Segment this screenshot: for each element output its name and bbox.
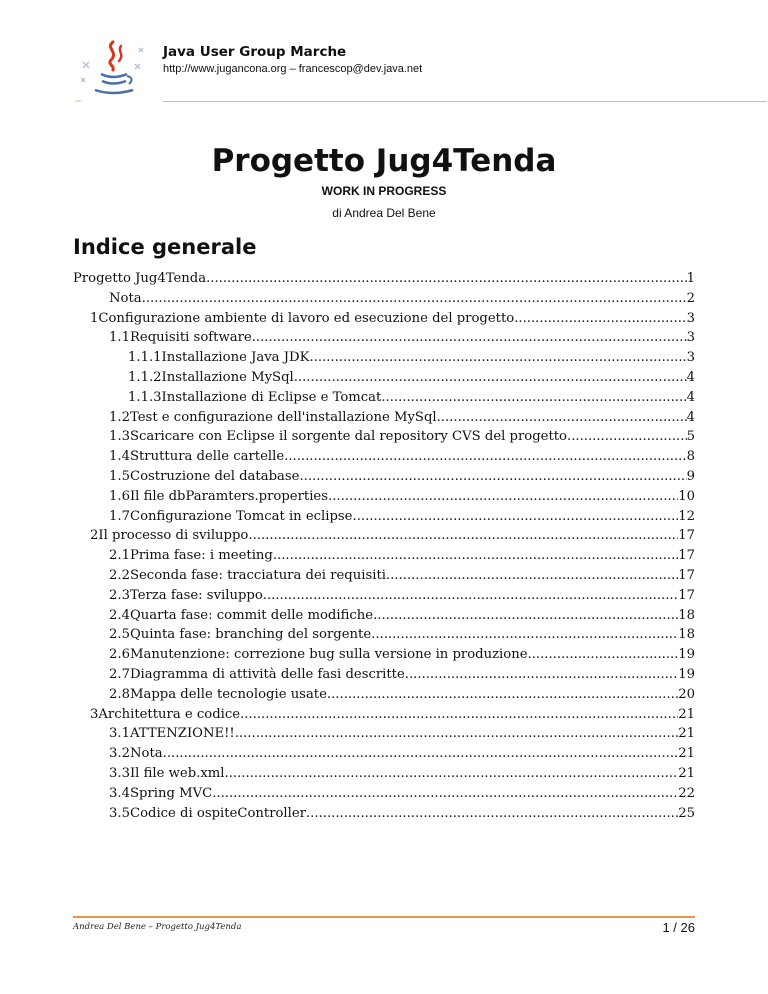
document-title: Progetto Jug4Tenda [211, 143, 557, 179]
toc-entry-title: 3.3Il file web.xml [109, 765, 225, 781]
toc-leader-dots [371, 627, 678, 642]
toc-entry-title: 2.5Quinta fase: branching del sorgente [109, 627, 372, 643]
toc-entry-page: 21 [678, 726, 695, 742]
toc-leader-dots [353, 509, 679, 524]
toc-leader-dots [248, 528, 678, 543]
toc-leader-dots [514, 311, 686, 326]
toc-entry-page: 21 [678, 746, 695, 762]
toc-entry[interactable] [73, 271, 695, 291]
toc-entry-title: 2.4Quarta fase: commit delle modifiche [109, 607, 374, 623]
toc-leader-dots [252, 330, 687, 345]
toc-leader-dots [240, 707, 678, 722]
toc-entry-title: 2.7Diagramma di attività delle fasi descritte [109, 666, 405, 682]
page-header [75, 38, 695, 108]
toc-entry[interactable] [73, 746, 695, 766]
page-number: 1 / 26 [662, 920, 695, 935]
toc-entry[interactable] [73, 291, 695, 311]
toc-entry-page: 17 [678, 528, 695, 544]
toc-entry-title: 3.2Nota [109, 746, 163, 762]
toc-entry-page: 18 [678, 607, 695, 623]
toc-entry[interactable] [73, 489, 695, 509]
toc-leader-dots [294, 370, 687, 385]
toc-entry-page: 17 [678, 587, 695, 603]
toc-entry-title: 1Configurazione ambiente di lavoro ed esecuzione del progetto [90, 310, 515, 326]
toc-entry-page: 17 [678, 548, 695, 564]
footer-divider [73, 916, 695, 918]
toc-leader-dots [206, 271, 687, 286]
footer-text: Andrea Del Bene – Progetto Jug4Tenda [73, 922, 242, 932]
toc-leader-dots [327, 687, 678, 702]
toc-entry[interactable] [73, 469, 695, 489]
table-of-contents [73, 271, 695, 825]
toc-entry-page: 25 [678, 805, 695, 821]
org-name: Java User Group Marche [163, 44, 347, 60]
toc-entry-page: 2 [686, 290, 695, 306]
toc-entry-title: Progetto Jug4Tenda [73, 271, 207, 286]
toc-leader-dots [142, 291, 687, 306]
toc-entry-title: 1.7Configurazione Tomcat in eclipse [109, 508, 353, 524]
toc-leader-dots [567, 429, 687, 444]
toc-entry[interactable] [73, 410, 695, 430]
toc-entry-page: 3 [686, 350, 695, 366]
toc-entry[interactable] [73, 726, 695, 746]
toc-leader-dots [299, 469, 686, 484]
toc-entry-page: 22 [678, 785, 695, 801]
toc-entry-page: 4 [686, 389, 695, 405]
toc-entry-title: 3Architettura e codice [90, 706, 241, 722]
toc-entry-page: 4 [686, 369, 695, 385]
toc-entry-page: 1 [686, 271, 695, 286]
toc-leader-dots [225, 766, 679, 781]
toc-heading: Indice generale [73, 235, 257, 259]
toc-leader-dots [284, 449, 686, 464]
toc-entry-title: 2.6Manutenzione: correzione bug sulla versione in produzione [109, 647, 528, 663]
toc-entry[interactable] [73, 311, 695, 331]
toc-entry-page: 17 [678, 567, 695, 583]
java-logo-icon [75, 38, 155, 104]
toc-entry[interactable] [73, 687, 695, 707]
toc-entry-title: 2Il processo di sviluppo [90, 528, 249, 544]
toc-entry[interactable] [73, 350, 695, 370]
toc-entry-title: 2.3Terza fase: sviluppo [109, 587, 263, 603]
toc-entry[interactable] [73, 707, 695, 727]
toc-entry[interactable] [73, 449, 695, 469]
toc-entry-title: 3.1ATTENZIONE!! [109, 726, 235, 742]
toc-entry-title: 1.1.3Installazione di Eclipse e Tomcat [128, 389, 382, 405]
toc-entry-page: 21 [678, 765, 695, 781]
toc-entry-page: 4 [686, 409, 695, 425]
toc-leader-dots [263, 588, 678, 603]
toc-leader-dots [306, 806, 678, 821]
document-author: di Andrea Del Bene [332, 206, 436, 220]
toc-entry-title: 2.2Seconda fase: tracciatura dei requisiti [109, 567, 386, 583]
toc-entry-title: 1.5Costruzione del database [109, 468, 300, 484]
toc-leader-dots [437, 410, 687, 425]
toc-leader-dots [381, 390, 686, 405]
toc-entry[interactable] [73, 568, 695, 588]
toc-entry-title: 1.1.2Installazione MySql [128, 369, 294, 385]
toc-entry[interactable] [73, 588, 695, 608]
toc-entry-page: 19 [678, 647, 695, 663]
toc-entry-page: 18 [678, 627, 695, 643]
toc-entry-page: 5 [686, 429, 695, 445]
toc-entry-title: 2.1Prima fase: i meeting [109, 548, 273, 564]
toc-entry[interactable] [73, 330, 695, 350]
toc-leader-dots [386, 568, 678, 583]
toc-entry[interactable] [73, 667, 695, 687]
toc-entry-title: 3.5Codice di ospiteController [109, 805, 306, 821]
toc-entry-page: 8 [686, 449, 695, 465]
toc-leader-dots [309, 350, 686, 365]
toc-entry[interactable] [73, 548, 695, 568]
toc-entry-title: 1.1.1Installazione Java JDK [128, 350, 310, 366]
toc-leader-dots [273, 548, 678, 563]
toc-entry-title: 1.1Requisiti software [109, 330, 252, 346]
toc-leader-dots [328, 489, 678, 504]
toc-entry-title: 1.6Il file dbParamters.properties [109, 488, 328, 504]
toc-entry[interactable] [73, 509, 695, 529]
toc-entry-page: 10 [678, 488, 695, 504]
toc-entry[interactable] [73, 390, 695, 410]
toc-leader-dots [212, 786, 678, 801]
toc-entry-page: 21 [678, 706, 695, 722]
org-contact: http://www.jugancona.org – francescop@dev.java.net [163, 63, 423, 75]
toc-entry[interactable] [73, 608, 695, 628]
toc-leader-dots [373, 608, 678, 623]
toc-entry-page: 3 [686, 310, 695, 326]
toc-entry[interactable] [73, 429, 695, 449]
toc-leader-dots [163, 746, 679, 761]
header-divider [163, 101, 767, 102]
toc-entry-title: Nota [109, 290, 142, 306]
toc-entry-title: 3.4Spring MVC [109, 785, 213, 801]
toc-entry[interactable] [73, 528, 695, 548]
toc-entry-title: 1.3Scaricare con Eclipse il sorgente dal repository CVS del progetto [109, 429, 568, 445]
toc-entry-title: 1.4Struttura delle cartelle [109, 449, 285, 465]
toc-entry-page: 20 [678, 686, 695, 702]
toc-entry-page: 12 [678, 508, 695, 524]
toc-entry[interactable] [73, 647, 695, 667]
document-subtitle: WORK IN PROGRESS [321, 184, 447, 198]
toc-leader-dots [235, 726, 678, 741]
toc-entry[interactable] [73, 627, 695, 647]
toc-leader-dots [528, 647, 679, 662]
toc-entry-page: 3 [686, 330, 695, 346]
toc-entry-title: 1.2Test e configurazione dell'installazione MySql [109, 409, 437, 425]
toc-entry-page: 19 [678, 666, 695, 682]
toc-entry[interactable] [73, 766, 695, 786]
toc-entry[interactable] [73, 786, 695, 806]
toc-entry-title: 2.8Mappa delle tecnologie usate [109, 686, 327, 702]
toc-leader-dots [405, 667, 678, 682]
toc-entry-page: 9 [686, 468, 695, 484]
toc-entry[interactable] [73, 370, 695, 390]
toc-entry[interactable] [73, 806, 695, 826]
